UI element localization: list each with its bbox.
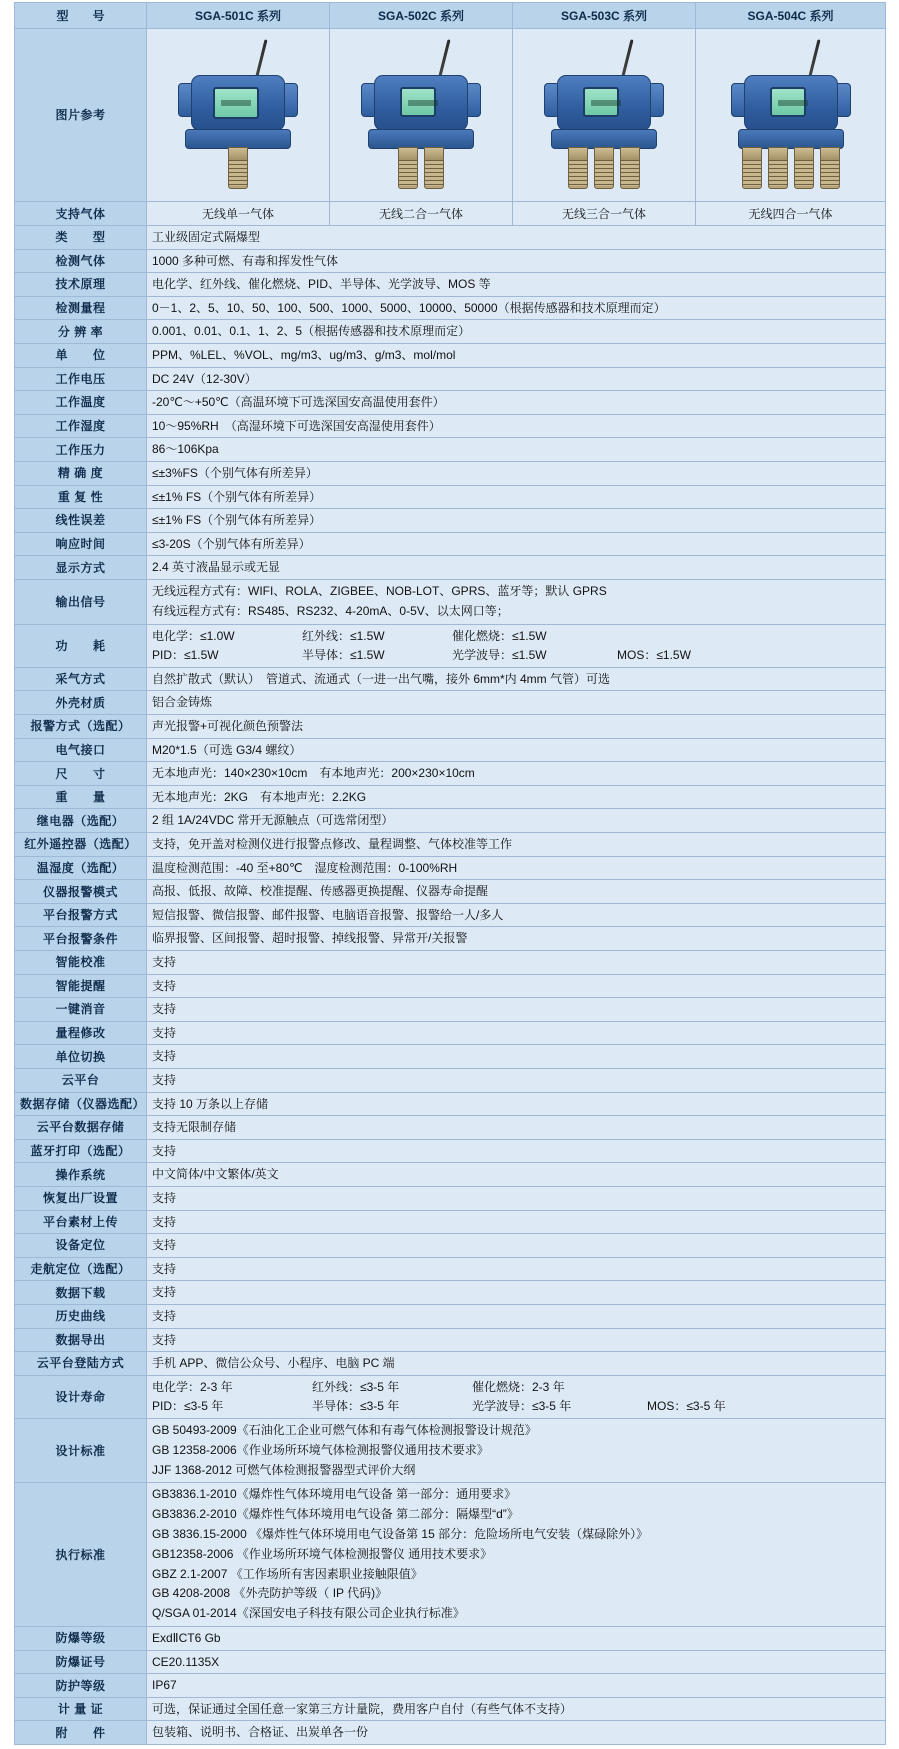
spec-value: 支持 (147, 1328, 886, 1352)
table-row (15, 391, 886, 415)
spec-value: ≤±3%FS（个别气体有所差异） (147, 461, 886, 485)
specification-table (14, 2, 886, 1745)
spec-label: 工作温度 (15, 391, 147, 415)
table-row (15, 438, 886, 462)
detector-illustration-3 (529, 31, 679, 199)
standard-line: GB 50493-2009《石油化工企业可燃气体和有毒气体检测报警设计规范》 (152, 1423, 537, 1438)
table-row (15, 785, 886, 809)
table-header-row (15, 3, 886, 29)
standard-line: GB3836.1-2010《爆炸性气体环境用电气设备 第一部分：通用要求》 (152, 1487, 517, 1502)
spec-value: 手机 APP、微信公众号、小程序、电脑 PC 端 (147, 1352, 886, 1376)
model-503c: SGA-503C 系列 (513, 3, 696, 29)
life-cell: 光学波导：≤3-5 年 (472, 1398, 572, 1413)
supported-gas-502c: 无线二合一气体 (330, 202, 513, 226)
table-row (15, 1234, 886, 1258)
product-image-503c (513, 29, 696, 202)
spec-value: ≤±1% FS（个别气体有所差异） (147, 509, 886, 533)
spec-value: 支持 (147, 998, 886, 1022)
spec-value: 支持 10 万条以上存储 (147, 1092, 886, 1116)
table-row (15, 1650, 886, 1674)
table-row (15, 1163, 886, 1187)
spec-label: 检测量程 (15, 296, 147, 320)
spec-label: 尺 寸 (15, 762, 147, 786)
table-row (15, 1092, 886, 1116)
table-row (15, 556, 886, 580)
table-row (15, 1139, 886, 1163)
spec-label: 设备定位 (15, 1234, 147, 1258)
spec-label: 响应时间 (15, 532, 147, 556)
power-cell: 催化燃烧：≤1.5W (452, 628, 547, 643)
spec-value: 支持 (147, 974, 886, 998)
spec-value: 支持，免开盖对检测仪进行报警点修改、量程调整、气体校准等工作 (147, 833, 886, 857)
spec-value: PPM、%LEL、%VOL、mg/m3、ug/m3、g/m3、mol/mol (147, 343, 886, 367)
table-row (15, 367, 886, 391)
spec-label: 线性误差 (15, 509, 147, 533)
spec-label: 重 复 性 (15, 485, 147, 509)
life-row (152, 1378, 880, 1397)
output-signal-row (15, 579, 886, 624)
power-row (152, 646, 880, 665)
spec-value: CE20.1135X (147, 1650, 886, 1674)
sensor-probe (228, 147, 248, 189)
table-row (15, 809, 886, 833)
table-row (15, 296, 886, 320)
image-reference-row (15, 29, 886, 202)
spec-label: 计 量 证 (15, 1697, 147, 1721)
spec-label: 重 量 (15, 785, 147, 809)
standard-line: GBZ 2.1-2007 《工作场所有害因素职业接触限值》 (152, 1566, 423, 1581)
spec-value: -20℃～+50℃（高温环境下可选深国安高温使用套件） (147, 391, 886, 415)
table-row (15, 1721, 886, 1745)
spec-label: 蓝牙打印（选配） (15, 1139, 147, 1163)
spec-label: 平台报警条件 (15, 927, 147, 951)
spec-label: 检测气体 (15, 249, 147, 273)
spec-value: 高报、低报、故障、校准提醒、传感器更换提醒、仪器寿命提醒 (147, 880, 886, 904)
model-label: 型 号 (15, 3, 147, 29)
spec-label: 精 确 度 (15, 461, 147, 485)
table-row (15, 509, 886, 533)
detector-illustration-1 (163, 31, 313, 199)
spec-label: 智能提醒 (15, 974, 147, 998)
output-signal-label: 输出信号 (15, 579, 147, 624)
table-row (15, 414, 886, 438)
spec-value: 支持 (147, 1186, 886, 1210)
execution-standard-value (147, 1483, 886, 1627)
spec-value: 无本地声光：2KG 有本地声光：2.2KG (147, 785, 886, 809)
table-row (15, 485, 886, 509)
spec-value: 包装箱、说明书、合格证、出炭单各一份 (147, 1721, 886, 1745)
standard-line: GB 12358-2006《作业场所环境气体检测报警仪通用技术要求》 (152, 1442, 489, 1457)
table-row (15, 1116, 886, 1140)
table-row (15, 998, 886, 1022)
standard-line: GB 3836.15-2000 《爆炸性气体环境用电气设备第 15 部分：危险场所电气安装（煤碌除外）》 (152, 1527, 649, 1542)
product-image-502c (330, 29, 513, 202)
spec-value: 1000 多种可燃、有毒和挥发性气体 (147, 249, 886, 273)
model-502c: SGA-502C 系列 (330, 3, 513, 29)
spec-label: 红外遥控器（选配） (15, 833, 147, 857)
spec-value: 支持 (147, 1139, 886, 1163)
power-cell: 光学波导：≤1.5W (452, 647, 547, 662)
probe-group (163, 147, 313, 189)
design-standard-value (147, 1419, 886, 1483)
table-row (15, 880, 886, 904)
life-cell: 半导体：≤3-5 年 (312, 1398, 400, 1413)
spec-value: 工业级固定式隔爆型 (147, 226, 886, 250)
spec-label: 电气接口 (15, 738, 147, 762)
spec-value: 支持无限制存储 (147, 1116, 886, 1140)
design-life-value (147, 1375, 886, 1418)
supported-gas-503c: 无线三合一气体 (513, 202, 696, 226)
life-cell: 红外线：≤3-5 年 (312, 1379, 400, 1394)
spec-label: 一键消音 (15, 998, 147, 1022)
spec-label: 防爆等级 (15, 1627, 147, 1651)
spec-label: 平台报警方式 (15, 903, 147, 927)
spec-label: 操作系统 (15, 1163, 147, 1187)
sensor-probe (568, 147, 588, 189)
table-row (15, 1697, 886, 1721)
sensor-probe (768, 147, 788, 189)
design-life-label: 设计寿命 (15, 1375, 147, 1418)
design-standard-row (15, 1419, 886, 1483)
table-row (15, 1257, 886, 1281)
output-signal-line: 无线远程方式有：WIFI、ROLA、ZIGBEE、NOB-LOT、GPRS、蓝牙等；默认 GPRS (152, 583, 607, 598)
standard-line: JJF 1368-2012 可燃气体检测报警器型式评价大纲 (152, 1462, 416, 1477)
spec-value: 电化学、红外线、催化燃烧、PID、半导体、光学波导、MOS 等 (147, 273, 886, 297)
spec-value: 支持 (147, 1045, 886, 1069)
spec-value: 支持 (147, 951, 886, 975)
table-row (15, 1674, 886, 1698)
sensor-probe (424, 147, 444, 189)
power-row (152, 627, 880, 646)
output-signal-value (147, 579, 886, 624)
product-image-501c (147, 29, 330, 202)
spec-value: 温度检测范围：-40 至+80℃ 湿度检测范围：0-100%RH (147, 856, 886, 880)
standard-line: GB3836.2-2010《爆炸性气体环境用电气设备 第二部分：隔爆型“d”》 (152, 1507, 519, 1522)
display-screen (213, 87, 259, 119)
table-row (15, 974, 886, 998)
spec-label: 工作电压 (15, 367, 147, 391)
table-row (15, 249, 886, 273)
spec-label: 报警方式（选配） (15, 715, 147, 739)
display-screen (583, 87, 619, 117)
probe-group (716, 147, 866, 189)
table-row (15, 903, 886, 927)
power-cell: 电化学：≤1.0W (152, 628, 235, 643)
spec-value: 0－1、2、5、10、50、100、500、1000、5000、10000、50000（根据传感器和技术原理而定） (147, 296, 886, 320)
spec-value: ≤±1% FS（个别气体有所差异） (147, 485, 886, 509)
standard-line: GB12358-2006 《作业场所环境气体检测报警仪 通用技术要求》 (152, 1546, 493, 1561)
sensor-probe (820, 147, 840, 189)
life-row (152, 1397, 880, 1416)
life-cell: MOS：≤3-5 年 (647, 1398, 726, 1413)
spec-label: 显示方式 (15, 556, 147, 580)
sensor-probe (794, 147, 814, 189)
spec-value: 自然扩散式（默认） 管道式、流通式（一进一出气嘴，接外 6mm*内 4mm 气管）可选 (147, 667, 886, 691)
spec-value: 无本地声光：140×230×10cm 有本地声光：200×230×10cm (147, 762, 886, 786)
table-row (15, 273, 886, 297)
sensor-probe (398, 147, 418, 189)
spec-value: 支持 (147, 1257, 886, 1281)
table-row (15, 320, 886, 344)
table-row (15, 762, 886, 786)
spec-value: 支持 (147, 1281, 886, 1305)
sensor-probe (594, 147, 614, 189)
spec-label: 防护等级 (15, 1674, 147, 1698)
spec-value: ExdⅡCT6 Gb (147, 1627, 886, 1651)
table-row (15, 1627, 886, 1651)
spec-label: 平台素材上传 (15, 1210, 147, 1234)
table-row (15, 532, 886, 556)
display-screen (770, 87, 806, 117)
design-life-row (15, 1375, 886, 1418)
execution-standard-label: 执行标准 (15, 1483, 147, 1627)
table-row (15, 715, 886, 739)
spec-value: IP67 (147, 1674, 886, 1698)
spec-label: 工作压力 (15, 438, 147, 462)
spec-value: 0.001、0.01、0.1、1、2、5（根据传感器和技术原理而定） (147, 320, 886, 344)
table-row (15, 1304, 886, 1328)
table-row (15, 226, 886, 250)
spec-label: 量程修改 (15, 1021, 147, 1045)
spec-label: 数据存储（仪器选配） (15, 1092, 147, 1116)
spec-label: 云平台 (15, 1068, 147, 1092)
life-cell: PID：≤3-5 年 (152, 1398, 224, 1413)
probe-group (529, 147, 679, 189)
spec-value: 短信报警、微信报警、邮件报警、电脑语音报警、报警给一人/多人 (147, 903, 886, 927)
power-consumption-row (15, 624, 886, 667)
image-reference-label: 图片参考 (15, 29, 147, 202)
table-row (15, 461, 886, 485)
table-row (15, 1045, 886, 1069)
table-row (15, 833, 886, 857)
power-cell: PID：≤1.5W (152, 647, 219, 662)
spec-value: 支持 (147, 1304, 886, 1328)
spec-label: 分 辨 率 (15, 320, 147, 344)
spec-value: 支持 (147, 1021, 886, 1045)
power-cell: MOS：≤1.5W (617, 647, 691, 662)
table-row (15, 691, 886, 715)
supported-gas-501c: 无线单一气体 (147, 202, 330, 226)
spec-label: 继电器（选配） (15, 809, 147, 833)
spec-label: 附 件 (15, 1721, 147, 1745)
spec-value: 支持 (147, 1234, 886, 1258)
base-plate (551, 129, 657, 149)
spec-label: 数据导出 (15, 1328, 147, 1352)
base-plate (185, 129, 291, 149)
standard-line: GB 4208-2008 《外壳防护等级（ IP 代码)》 (152, 1586, 388, 1601)
design-standard-label: 设计标准 (15, 1419, 147, 1483)
table-row (15, 667, 886, 691)
table-row (15, 1068, 886, 1092)
spec-label: 采气方式 (15, 667, 147, 691)
model-504c: SGA-504C 系列 (696, 3, 886, 29)
probe-group (346, 147, 496, 189)
table-row (15, 1021, 886, 1045)
model-501c: SGA-501C 系列 (147, 3, 330, 29)
spec-label: 历史曲线 (15, 1304, 147, 1328)
spec-label: 智能校准 (15, 951, 147, 975)
life-cell: 催化燃烧：2-3 年 (472, 1379, 565, 1394)
table-row (15, 951, 886, 975)
spec-value: ≤3-20S（个别气体有所差异） (147, 532, 886, 556)
table-row (15, 738, 886, 762)
spec-value: M20*1.5（可选 G3/4 螺纹） (147, 738, 886, 762)
detector-illustration-2 (346, 31, 496, 199)
table-row (15, 1352, 886, 1376)
table-row (15, 1281, 886, 1305)
execution-standard-row (15, 1483, 886, 1627)
spec-value: 铝合金铸炼 (147, 691, 886, 715)
supported-gas-row (15, 202, 886, 226)
table-row (15, 927, 886, 951)
spec-value: 10～95%RH （高湿环境下可选深国安高湿使用套件） (147, 414, 886, 438)
power-consumption-label: 功 耗 (15, 624, 147, 667)
spec-label: 工作湿度 (15, 414, 147, 438)
life-cell: 电化学：2-3 年 (152, 1379, 233, 1394)
spec-label: 类 型 (15, 226, 147, 250)
power-consumption-value (147, 624, 886, 667)
spec-value: 临界报警、区间报警、超时报警、掉线报警、异常开/关报警 (147, 927, 886, 951)
sensor-probe (620, 147, 640, 189)
detector-illustration-4 (716, 31, 866, 199)
spec-label: 温湿度（选配） (15, 856, 147, 880)
supported-gas-504c: 无线四合一气体 (696, 202, 886, 226)
product-image-504c (696, 29, 886, 202)
spec-value: DC 24V（12-30V） (147, 367, 886, 391)
spec-label: 仪器报警模式 (15, 880, 147, 904)
spec-value: 86～106Kpa (147, 438, 886, 462)
table-row (15, 343, 886, 367)
table-row (15, 1328, 886, 1352)
spec-label: 技术原理 (15, 273, 147, 297)
spec-label: 走航定位（选配） (15, 1257, 147, 1281)
sensor-probe (742, 147, 762, 189)
spec-value: 2 组 1A/24VDC 常开无源触点（可选常闭型） (147, 809, 886, 833)
supported-gas-label: 支持气体 (15, 202, 147, 226)
spec-label: 恢复出厂设置 (15, 1186, 147, 1210)
spec-value: 可选，保证通过全国任意一家第三方计量院，费用客户自付（有些气体不支持） (147, 1697, 886, 1721)
table-row (15, 1210, 886, 1234)
spec-label: 数据下载 (15, 1281, 147, 1305)
display-screen (400, 87, 436, 117)
spec-value: 支持 (147, 1068, 886, 1092)
spec-label: 外壳材质 (15, 691, 147, 715)
spec-label: 单 位 (15, 343, 147, 367)
base-plate (738, 129, 844, 149)
base-plate (368, 129, 474, 149)
spec-value: 中文简体/中文繁体/英文 (147, 1163, 886, 1187)
spec-label: 防爆证号 (15, 1650, 147, 1674)
spec-value: 声光报警+可视化颜色预警法 (147, 715, 886, 739)
spec-value: 2.4 英寸液晶显示或无显 (147, 556, 886, 580)
table-row (15, 1186, 886, 1210)
spec-label: 云平台数据存储 (15, 1116, 147, 1140)
output-signal-line: 有线远程方式有：RS485、RS232、4-20mA、0-5V、以太网口等； (152, 603, 509, 618)
power-cell: 半导体：≤1.5W (302, 647, 385, 662)
spec-value: 支持 (147, 1210, 886, 1234)
power-cell: 红外线：≤1.5W (302, 628, 385, 643)
table-row (15, 856, 886, 880)
spec-label: 云平台登陆方式 (15, 1352, 147, 1376)
standard-line: Q/SGA 01-2014《深国安电子科技有限公司企业执行标准》 (152, 1606, 465, 1621)
spec-label: 单位切换 (15, 1045, 147, 1069)
